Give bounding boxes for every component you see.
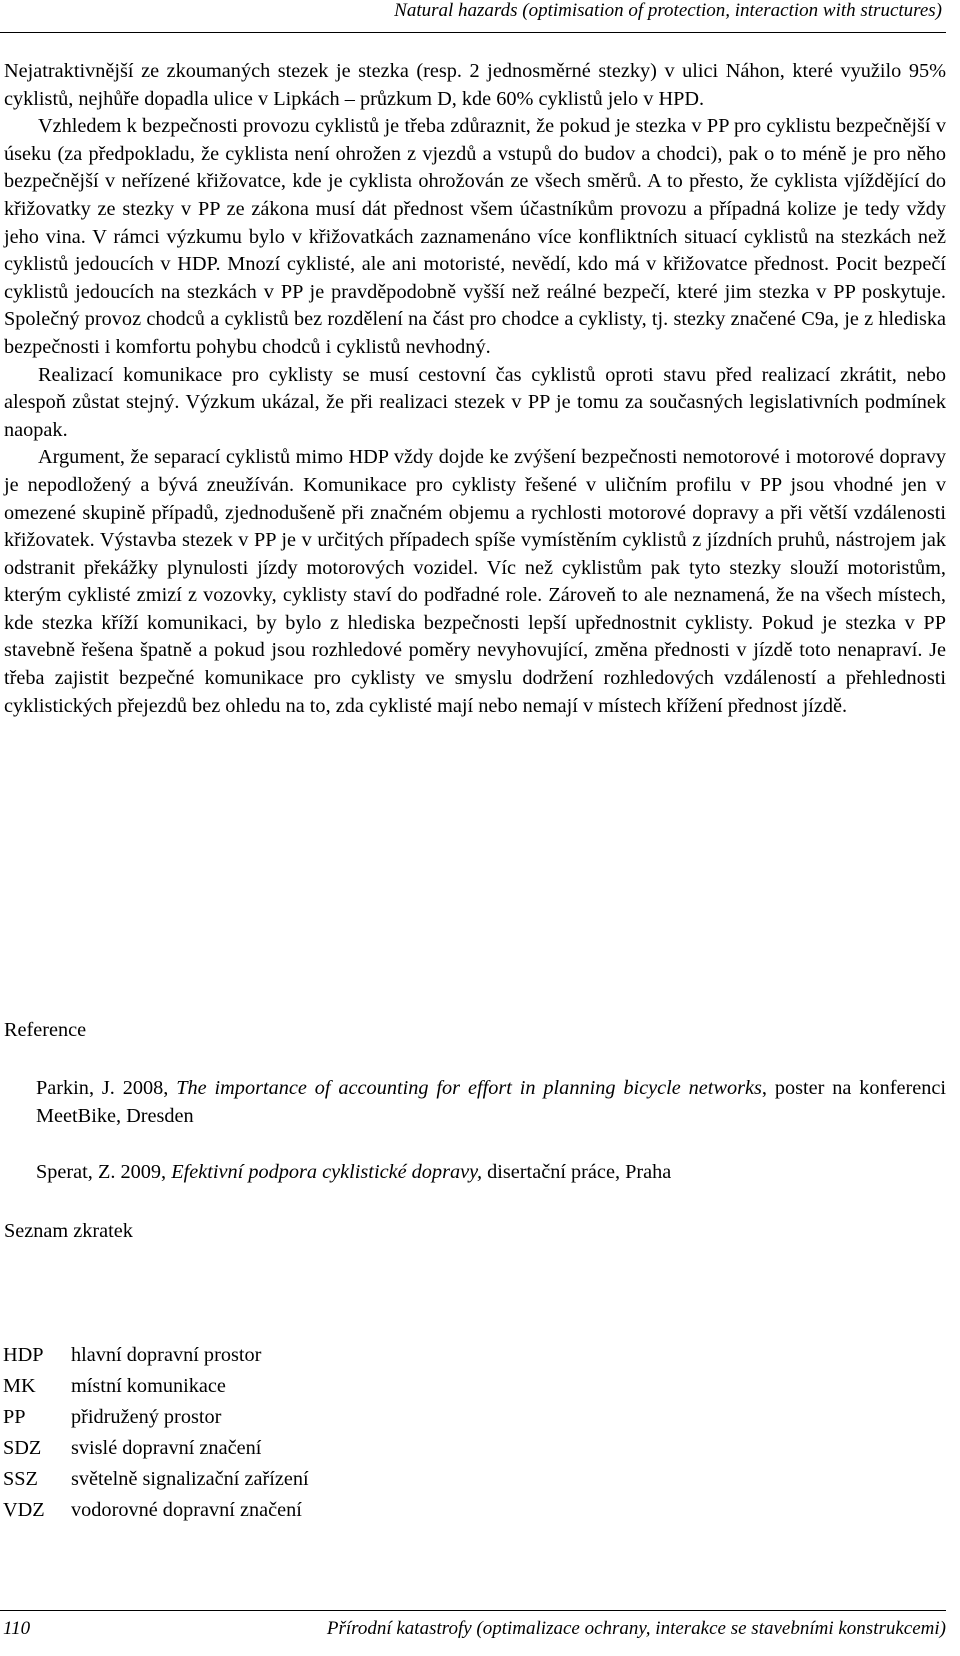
abbreviation-row [3,1433,309,1464]
body-text [4,58,946,720]
reference-title: Efektivní podpora cyklistické dopravy, [171,1161,483,1183]
abbreviation-row [3,1495,309,1526]
abbreviation-meaning: přidružený prostor [71,1406,222,1428]
abbreviation-code: HDP [3,1344,44,1366]
abbreviation-code: PP [3,1406,26,1428]
abbreviation-code: VDZ [3,1499,45,1521]
abbreviation-code: SDZ [3,1437,42,1459]
abbreviation-meaning: hlavní dopravní prostor [71,1344,262,1366]
abbreviation-row [3,1371,309,1402]
footer-divider [0,1610,946,1611]
page-footer [3,1616,946,1642]
abbreviation-row [3,1402,309,1433]
references-heading: Reference [4,1019,87,1041]
abbreviation-row [3,1340,309,1371]
abbreviation-meaning: svislé dopravní značení [71,1437,262,1459]
reference-item [36,1075,946,1130]
abbreviation-meaning: světelně signalizační zařízení [71,1468,309,1490]
abbreviation-row [3,1464,309,1495]
abbreviation-code: SSZ [3,1468,38,1490]
abbreviation-code: MK [3,1375,36,1397]
reference-title: The importance of accounting for effort in planning bicycle networks [176,1077,762,1099]
paragraph-4: Argument, že separací cyklistů mimo HDP vždy dojde ke zvýšení bezpečnosti nemotorové i motorové dopravy je nepodložený a bývá zneužíván. Komunikace pro cyklisty řešené v uličním profilu v PP jsou vhodné jen v omezené skupině případů, zjednodušeně při značném objemu a rychlosti motorové dopravy a při větší vzdálenosti křižovatek. Výstavba stezek v PP je v určitých případech spíše vymístěním cyklistů z jízdních pruhů, nástrojem jak odstranit překážky plynulosti jízdy motorových vozidel. Víc než cyklistům pak tyto stezky slouží motoristům, kterým cyklisté zmizí z vozovky, cyklisty staví do podřadné role. Zároveň to ale neznamená, že na všech místech, kde stezka kříží komunikaci, by bylo z hlediska bezpečnosti lepší upřednostnit cyklisty. Pokud je stezka v PP stavebně řešena špatně a pokud jsou rozhledové poměry nevyhovující, změna přednosti v jízdě toto nenapraví. Je třeba zajistit bezpečné komunikace pro cyklisty ve smyslu dodržení rozhledových vzdáleností a přehlednosti cyklistických přejezdů bez ohledu na to, zda cyklisté mají nebo nemají v místech křížení přednost jízdě. [4,446,946,717]
paragraph-1: Nejatraktivnější ze zkoumaných stezek je stezka (resp. 2 jednosměrné stezky) v ulici Náhon, které využilo 95% cyklistů, nejhůře dopadla ulice v Lipkách – průzkum D, kde 60% cyklistů jelo v HPD. [4,60,946,110]
abbreviation-meaning: vodorovné dopravní značení [71,1499,302,1521]
abbreviation-meaning: místní komunikace [71,1375,226,1397]
header-divider [0,32,946,33]
paragraph-3: Realizací komunikace pro cyklisty se musí cestovní čas cyklistů oproti stavu před realizací zkrátit, nebo alespoň zůstat stejný. Výzkum ukázal, že při realizaci stezek v PP je tomu za současných legislativních podmínek naopak. [4,363,946,441]
paragraph-2: Vzhledem k bezpečnosti provozu cyklistů je třeba zdůraznit, že pokud je stezka v PP pro cyklistu bezpečnější v úseku (za předpokladu, že cyklista není ohrožen z vjezdů a vstupů do budov a chodci), pak o to méně je pro něho bezpečnější v neřízené křižovatce, kde je cyklista ohrožován ze všech směrů. A to přesto, že cyklista vjíždějící do křižovatky ze stezky v PP ze zákona musí dát přednost všem účastníkům provozu a případná kolize je tedy vždy jeho vina. V rámci výzkumu bylo v křižovatkách zaznamenáno více konfliktních situací cyklistů na stezkách než cyklistů jedoucích v HDP. Mnozí cyklisté, ale ani motoristé, nevědí, kdo má v křižovatce přednost. Pocit bezpečí cyklistů jedoucích na stezkách v PP je pravděpodobně vyšší než reálné bezpečí, které jim stezka v PP poskytuje. Společný provoz chodců a cyklistů bez rozdělení na část pro chodce a cyklisty, tj. stezky značené C9a, je z hlediska bezpečnosti i komfortu pohybu chodců i cyklistů nevhodný. [4,115,946,358]
abbreviation-list [3,1340,309,1526]
reference-lead: Sperat, Z. 2009, [36,1161,172,1183]
footer-running-title: Přírodní katastrofy (optimalizace ochrany, interakce se stavebními konstrukcemi) [326,1618,946,1639]
reference-item [36,1159,946,1187]
reference-tail: , poster na konferenci MeetBike, Dresden [36,1077,947,1127]
page-number: 110 [3,1618,31,1639]
reference-tail: disertační práce, Praha [482,1161,672,1183]
reference-lead: Parkin, J. 2008, [36,1077,177,1099]
abbreviations-heading: Seznam zkratek [4,1220,133,1242]
running-header: Natural hazards (optimisation of protection, interaction with structures) [394,0,942,21]
